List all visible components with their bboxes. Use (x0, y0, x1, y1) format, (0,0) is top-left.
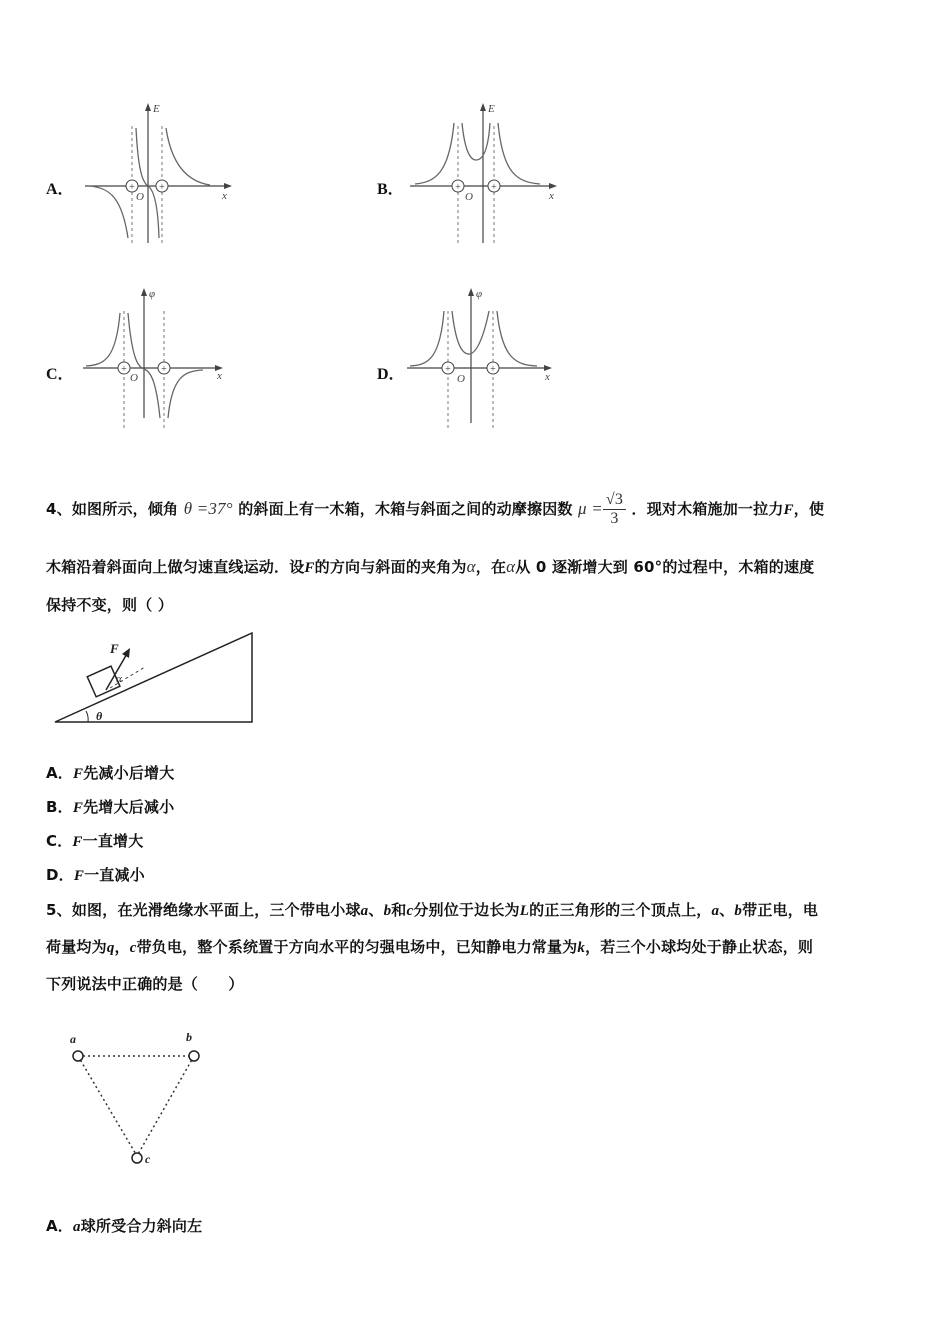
mu-fraction: $\frac{√3}{3}$ (603, 491, 626, 528)
q4-choice-b[interactable]: B．F先增大后减小 (46, 798, 175, 816)
incline-figure (50, 630, 260, 730)
svg-text:x: x (217, 370, 222, 382)
q4-choice-d[interactable]: D．F一直减小 (46, 866, 145, 884)
q4-choice-a[interactable]: A．F先减小后增大 (46, 764, 175, 782)
q5-line-1: 5、如图，在光滑绝缘水平面上，三个带电小球a、b和c分别位于边长为L的正三角形的三个顶点上，a、b带正电，电 (46, 901, 819, 919)
svg-text:+: + (490, 364, 496, 375)
option-b-graph (405, 98, 565, 248)
curve-left (90, 186, 128, 238)
side-ac (78, 1056, 137, 1156)
svg-text:+: + (129, 182, 135, 193)
svg-text:+: + (161, 364, 167, 375)
svg-text:x: x (545, 371, 550, 383)
q4-choice-c[interactable]: C．F一直增大 (46, 832, 144, 850)
theta-label: θ (96, 709, 103, 723)
y-axis-arrow (145, 103, 151, 111)
label-c: c (145, 1152, 151, 1166)
q5-line-3: 下列说法中正确的是（ ） (46, 975, 244, 993)
x-axis-arrow (224, 183, 232, 189)
side-bc (137, 1056, 194, 1156)
svg-text:E: E (488, 103, 495, 115)
option-c-graph (78, 283, 238, 433)
svg-text:O: O (130, 372, 138, 384)
option-b-label: B． (377, 181, 404, 198)
svg-text:O: O (465, 191, 473, 203)
svg-text:O: O (457, 373, 465, 385)
svg-text:φ: φ (476, 288, 483, 300)
axis-y-label: E (153, 103, 160, 115)
label-b: b (186, 1030, 192, 1044)
label-a: a (70, 1032, 76, 1046)
svg-text:+: + (159, 182, 165, 193)
svg-text:+: + (455, 182, 461, 193)
q4-line-3: 保持不变，则（ ） (46, 596, 174, 614)
svg-text:x: x (549, 190, 554, 202)
q4-line-2: 木箱沿着斜面向上做匀速直线运动．设F的方向与斜面的夹角为α，在α从 0 逐渐增大到 60°的过程中，木箱的速度 (46, 557, 815, 576)
q4-line-1: 4、如图所示，倾角 θ =37° 的斜面上有一木箱，木箱与斜面之间的动摩擦因数 μ = $\frac{√3}{3}$ ．现对木箱施加一拉力F，使 (46, 491, 825, 527)
svg-text:+: + (491, 182, 497, 193)
ball-a (73, 1051, 83, 1061)
q5-line-2: 荷量均为q，c带负电，整个系统置于方向水平的匀强电场中，已知静电力常量为k，若三个小球均处于静止状态，则 (46, 938, 814, 956)
curve-right (166, 128, 210, 185)
option-c-label: C． (46, 366, 74, 383)
alpha-label: α (116, 673, 122, 685)
option-a-graph (80, 98, 240, 248)
option-d-graph (402, 283, 562, 433)
svg-text:φ: φ (149, 288, 156, 300)
svg-text:+: + (121, 364, 127, 375)
ball-c (132, 1153, 142, 1163)
ball-b (189, 1051, 199, 1061)
incline-triangle (55, 633, 252, 722)
triangle-figure (60, 1025, 220, 1175)
q5-choice-a[interactable]: A．a球所受合力斜向左 (46, 1217, 203, 1235)
svg-text:+: + (445, 364, 451, 375)
axis-x-label: x (222, 190, 227, 202)
theta-expression: θ =37° (183, 499, 233, 518)
origin-label: O (136, 191, 144, 203)
option-a-label: A． (46, 181, 74, 198)
mu-symbol: μ = (578, 499, 603, 518)
option-d-label: D． (377, 366, 405, 383)
F-label: F (110, 641, 119, 656)
